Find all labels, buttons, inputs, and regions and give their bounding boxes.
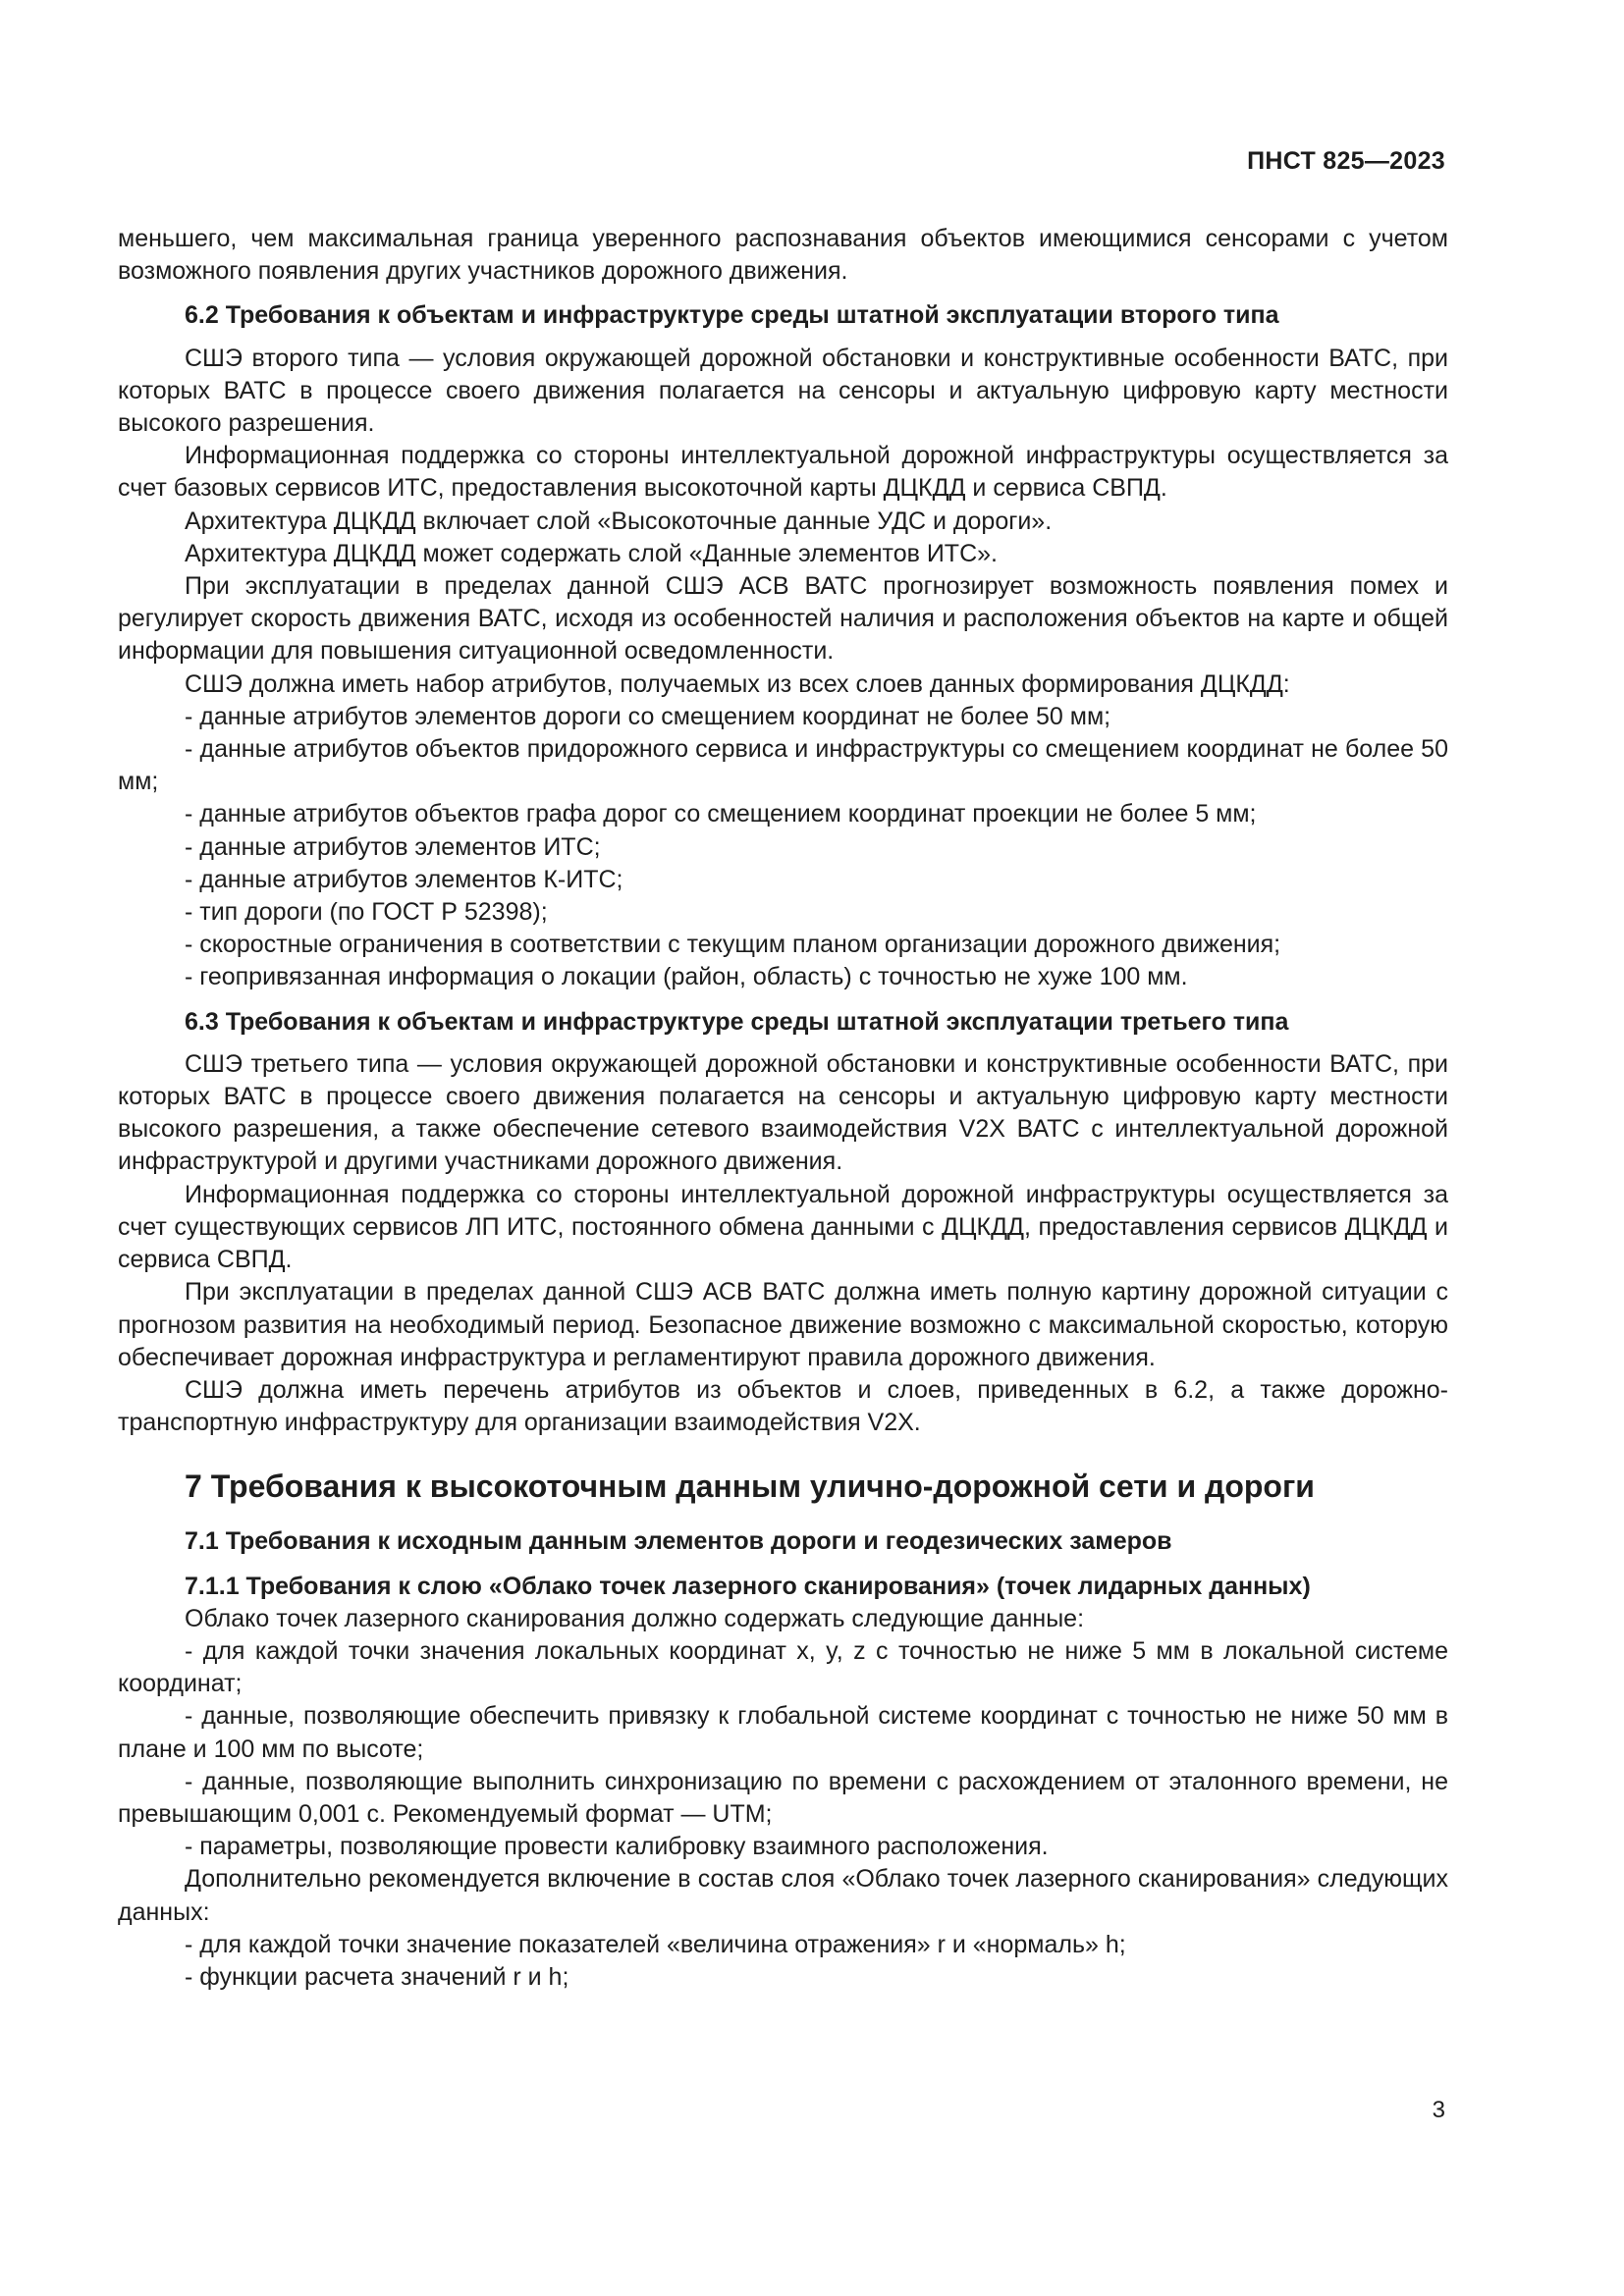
list-item: - данные атрибутов объектов придорожного сервиса и инфраструктуры со смещением координат не более 50 мм; xyxy=(118,735,1448,796)
list-item: - для каждой точки значение показателей «величина отражения» r и «нормаль» h; xyxy=(185,1930,1126,1958)
paragraph: меньшего, чем максимальная граница уверенного распознавания объектов имеющимися сенсорами с учетом возможного появления других участников дорожного движения. xyxy=(118,225,1448,286)
list-item: - данные атрибутов объектов графа дорог со смещением координат проекции не более 5 мм; xyxy=(185,800,1257,828)
list-item: - данные атрибутов элементов ИТС; xyxy=(185,832,601,861)
list-item: - данные, позволяющие обеспечить привязку к глобальной системе координат с точностью не ниже 50 мм в плане и 100 мм по высоте; xyxy=(118,1702,1448,1763)
subsection-heading: 6.3 Требования к объектам и инфраструктуре среды штатной эксплуатации третьего типа xyxy=(185,1007,1289,1036)
list-item: - функции расчета значений r и h; xyxy=(185,1962,569,1991)
subsection-heading: 6.2 Требования к объектам и инфраструктуре среды штатной эксплуатации второго типа xyxy=(185,301,1279,330)
list-item: - данные, позволяющие выполнить синхронизацию по времени с расхождением от эталонного времени, не превышающим 0,001 с. Рекомендуемый формат — UTM; xyxy=(118,1767,1448,1828)
list-item: - тип дороги (по ГОСТ Р 52398); xyxy=(185,898,548,927)
paragraph: Архитектура ДЦКДД может содержать слой «Данные элементов ИТС». xyxy=(185,539,998,567)
clause-heading: 7.1.1 Требования к слою «Облако точек лазерного сканирования» (точек лидарных данных) xyxy=(185,1572,1311,1600)
paragraph: Информационная поддержка со стороны интеллектуальной дорожной инфраструктуры осуществляется за счет базовых сервисов ИТС, предоставления высокоточной карты ДЦКДД и сервиса СВПД. xyxy=(118,442,1448,503)
paragraph: При эксплуатации в пределах данной СШЭ АСВ ВАТС прогнозирует возможность появления помех и регулирует скорость движения ВАТС, исходя из особенностей наличия и расположения объектов на карте и общей информации для повышения ситуационной осведомленности. xyxy=(118,572,1448,666)
list-item: - данные атрибутов элементов дороги со смещением координат не более 50 мм; xyxy=(185,702,1111,730)
paragraph: СШЭ второго типа — условия окружающей дорожной обстановки и конструктивные особенности ВАТС, при которых ВАТС в процессе своего движения полагается на сенсоры и актуальную цифровую карту местности высокого разрешения. xyxy=(118,344,1448,438)
paragraph: СШЭ должна иметь перечень атрибутов из объектов и слоев, приведенных в 6.2, а также дорожно-транспортную инфраструктуру для организации взаимодействия V2X. xyxy=(118,1375,1448,1437)
standard-code: ПНСТ 825—2023 xyxy=(1247,147,1445,175)
document-body xyxy=(118,223,1448,1994)
paragraph: При эксплуатации в пределах данной СШЭ АСВ ВАТС должна иметь полную картину дорожной ситуации с прогнозом развития на необходимый период. Безопасное движение возможно с максимальной скоростью, которую обеспечивает дорожная инфраструктура и регламентируют правила дорожного движения. xyxy=(118,1278,1448,1371)
paragraph: СШЭ должна иметь набор атрибутов, получаемых из всех слоев данных формирования ДЦКДД: xyxy=(185,669,1290,698)
list-item: - параметры, позволяющие провести калибровку взаимного расположения. xyxy=(185,1833,1049,1861)
page-number: 3 xyxy=(1432,2097,1445,2123)
subsection-heading: 7.1 Требования к исходным данным элементов дороги и геодезических замеров xyxy=(185,1527,1172,1556)
list-item: - данные атрибутов элементов К-ИТС; xyxy=(185,865,623,893)
section-heading: 7 Требования к высокоточным данным улично-дорожной сети и дороги xyxy=(185,1468,1315,1505)
paragraph: Информационная поддержка со стороны интеллектуальной дорожной инфраструктуры осуществляется за счет существующих сервисов ЛП ИТС, постоянного обмена данными с ДЦКДД, предоставления сервисов ДЦКДД и сервиса СВПД. xyxy=(118,1180,1448,1274)
list-item: - для каждой точки значения локальных координат x, y, z с точностью не ниже 5 мм в локальной системе координат; xyxy=(118,1636,1448,1698)
paragraph: СШЭ третьего типа — условия окружающей дорожной обстановки и конструктивные особенности ВАТС, при которых ВАТС в процессе своего движения полагается на сенсоры и актуальную цифровую карту местности высокого разрешения, а также обеспечение сетевого взаимодействия V2X ВАТС с интеллектуальной дорожной инфраструктурой и другими участниками дорожного движения. xyxy=(118,1049,1448,1176)
paragraph: Архитектура ДЦКДД включает слой «Высокоточные данные УДС и дороги». xyxy=(185,507,1053,535)
list-item: - скоростные ограничения в соответствии с текущим планом организации дорожного движения; xyxy=(185,931,1281,959)
list-item: - геопривязанная информация о локации (район, область) с точностью не хуже 100 мм. xyxy=(185,963,1188,991)
paragraph: Облако точек лазерного сканирования должно содержать следующие данные: xyxy=(185,1604,1085,1632)
paragraph: Дополнительно рекомендуется включение в состав слоя «Облако точек лазерного сканирования» следующих данных: xyxy=(118,1865,1448,1926)
